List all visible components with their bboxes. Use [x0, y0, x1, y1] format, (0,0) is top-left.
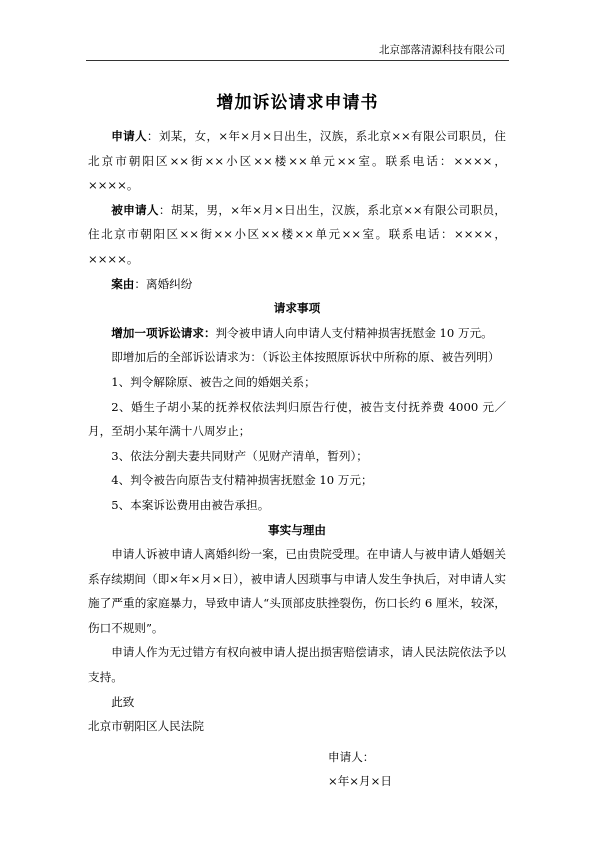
request-item-2: 2、婚生子胡小某的抚养权依法判归原告行使，被告支付抚养费 4000 元／月，至胡小某年满十八周岁止；: [88, 399, 506, 439]
add-request-text: 判令被申请人向申请人支付精神损害抚慰金 10 万元。: [215, 325, 493, 340]
document-title: 增加诉讼请求申请书: [216, 93, 379, 113]
respondent-paragraph: [88, 198, 506, 272]
applicant-text: ：刘某，女，×年×月×日出生，汉族，系北京××有限公司职员，住北京市朝阳区××街××小区××楼××单元××室。联系电话：××××，××××。: [88, 129, 506, 193]
request-item-4: 4、判令被告向原告支付精神损害抚慰金 10 万元；: [111, 473, 373, 488]
requests-heading: 请求事项: [273, 301, 321, 316]
add-request-paragraph: [88, 321, 506, 346]
request-item-1: 1、判令解除原、被告之间的婚姻关系；: [111, 374, 316, 389]
respondent-text: ：胡某，男，×年×月×日出生，汉族，系北京××有限公司职员，住北京市朝阳区××街××小区××楼××单元××室。联系电话：××××，××××。: [88, 202, 506, 266]
applicant-label: 申请人: [111, 129, 147, 143]
header-divider: [86, 60, 509, 61]
request-item-3: 3、依法分割夫妻共同财产（见财产清单，暂列）；: [111, 448, 368, 463]
signature-date: ×年×月×日: [328, 774, 392, 789]
court-name: 北京市朝阳区人民法院: [88, 719, 204, 734]
signature-applicant: 申请人：: [328, 749, 375, 764]
request-item-5: 5、本案诉讼费用由被告承担。: [111, 497, 270, 512]
case-text: ：离婚纠纷: [134, 276, 193, 291]
facts-heading: 事实与理由: [268, 522, 326, 537]
case-paragraph: [88, 272, 506, 297]
case-label: 案由: [111, 276, 135, 291]
respondent-label: 被申请人: [111, 202, 159, 217]
facts-paragraph-1: 申请人诉被申请人离婚纠纷一案，已由贵院受理。在申请人与被申请人婚姻关系存续期间（即×年×月×日），被申请人因琐事与申请人发生争执后，对申请人实施了严重的家庭暴力，导致申请人“头顶部皮肤挫裂伤，伤口长约 6 厘米，较深，伤口不规则”。: [88, 547, 506, 635]
add-request-label: 增加一项诉讼请求：: [111, 325, 216, 340]
document-body: [88, 124, 506, 794]
facts-paragraph-2: 申请人作为无过错方有权向被申请人提出损害赔偿请求，请人民法院依法予以支持。: [88, 645, 506, 685]
applicant-paragraph: [88, 124, 506, 198]
company-header: 北京部落清源科技有限公司: [379, 44, 505, 56]
closing-text: 此致: [111, 694, 135, 709]
all-requests-intro: 即增加后的全部诉讼请求为：（诉讼主体按照原诉状中所称的原、被告列明）: [111, 350, 500, 365]
